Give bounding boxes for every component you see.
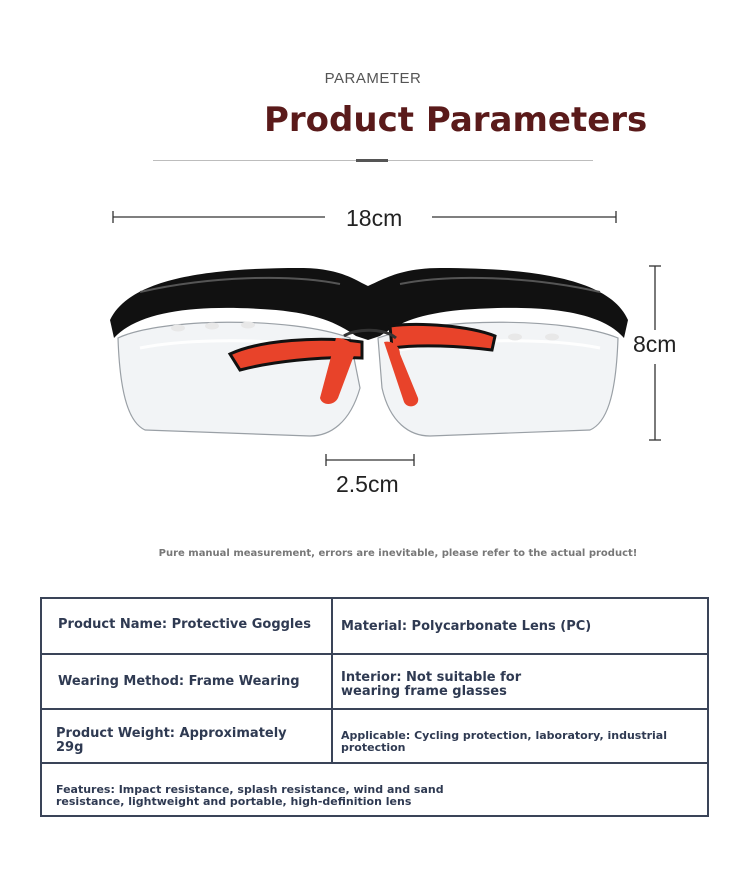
table-row: [42, 764, 707, 815]
table-row: [42, 655, 707, 710]
goggles-image: [100, 258, 640, 448]
measurement-disclaimer: Pure manual measurement, errors are inevitable, please refer to the actual product!: [158, 548, 638, 559]
bridge-label: 2.5cm: [336, 471, 399, 497]
section-subtitle: PARAMETER: [324, 70, 422, 87]
table-cell: [42, 655, 333, 708]
interior: Interior: Not suitable for wearing frame glasses: [341, 670, 522, 699]
page-title: Product Parameters: [264, 100, 648, 140]
table-cell: [42, 764, 707, 815]
header-divider-mark: [356, 159, 388, 162]
spec-table: [40, 597, 709, 817]
table-cell: [42, 710, 333, 762]
width-label: 18cm: [346, 205, 403, 231]
applicable: Applicable: Cycling protection, laboratory, industrial protection: [341, 729, 667, 754]
table-cell: [333, 655, 707, 708]
bridge-dimension-line: [320, 452, 420, 472]
height-label: 8cm: [633, 331, 677, 357]
table-cell: [42, 599, 333, 653]
product-weight: Product Weight: Approximately 29g: [56, 726, 287, 755]
table-cell: [333, 599, 707, 653]
wearing-method: Wearing Method: Frame Wearing: [58, 674, 300, 689]
table-row: [42, 710, 707, 764]
table-cell: [333, 710, 707, 762]
material: Material: Polycarbonate Lens (PC): [341, 619, 592, 634]
table-row: [42, 599, 707, 655]
product-name: Product Name: Protective Goggles: [58, 617, 311, 632]
features: Features: Impact resistance, splash resistance, wind and sand resistance, lightweight and portable, high-definition lens: [56, 783, 444, 808]
